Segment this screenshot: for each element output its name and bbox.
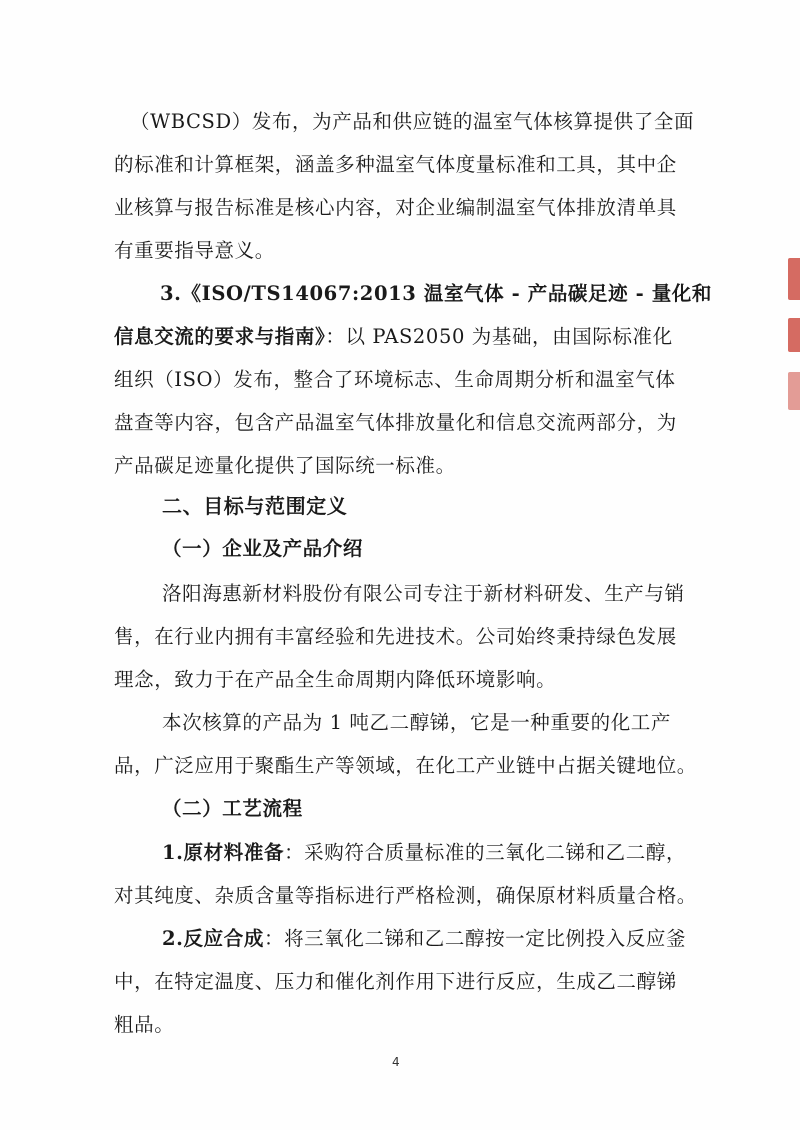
seal-edge-mark-1 (788, 258, 800, 300)
raw-material-desc-1: ：采购符合质量标准的三氧化二锑和乙二醇， (284, 841, 687, 864)
product-intro-line-1: 本次核算的产品为 1 吨乙二醇锑，它是一种重要的化工产 (162, 711, 672, 734)
page-number: 4 (392, 1055, 400, 1069)
iso-standard-line-4: 盘查等内容，包含产品温室气体排放量化和信息交流两部分，为 (114, 411, 677, 434)
subheading-process-flow: （二）工艺流程 (162, 797, 303, 820)
reaction-title: 2.反应合成 (162, 927, 264, 950)
reaction-line-3: 粗品。 (114, 1013, 175, 1036)
iso-standard-title-line-2: 信息交流的要求与指南》 (114, 325, 326, 348)
seal-edge-mark-2 (788, 318, 800, 352)
reaction-desc-1: ：将三氧化二锑和乙二醇按一定比例投入反应釜 (263, 927, 687, 950)
company-intro-line-2: 售，在行业内拥有丰富经验和先进技术。公司始终秉持绿色发展 (114, 625, 677, 648)
iso-standard-line-3: 组织（ISO）发布，整合了环境标志、生命周期分析和温室气体 (114, 368, 676, 391)
paragraph-wbcsd-line-3: 业核算与报告标准是核心内容，对企业编制温室气体排放清单具 (114, 196, 677, 219)
iso-standard-title-line-1: 3.《ISO/TS14067:2013 温室气体 - 产品碳足迹 - 量化和 (160, 282, 713, 305)
raw-material-title: 1.原材料准备 (162, 841, 285, 864)
seal-edge-mark-3 (788, 372, 800, 410)
paragraph-wbcsd-line-4: 有重要指导意义。 (114, 239, 275, 262)
product-intro-line-2: 品，广泛应用于聚酯生产等领域，在化工产业链中占据关键地位。 (114, 754, 697, 777)
iso-standard-line-2 (114, 317, 673, 357)
raw-material-line-2: 对其纯度、杂质含量等指标进行严格检测，确保原材料质量合格。 (114, 884, 697, 907)
reaction-line-2: 中，在特定温度、压力和催化剂作用下进行反应，生成乙二醇锑 (114, 970, 677, 993)
iso-standard-line-5: 产品碳足迹量化提供了国际统一标准。 (114, 454, 456, 477)
raw-material-line-1 (162, 833, 686, 873)
paragraph-wbcsd-line-1: （WBCSD）发布，为产品和供应链的温室气体核算提供了全面 (130, 110, 695, 133)
section-heading-goal-scope: 二、目标与范围定义 (162, 494, 348, 518)
paragraph-wbcsd-line-2: 的标准和计算框架，涵盖多种温室气体度量标准和工具，其中企 (114, 153, 677, 176)
company-intro-line-1: 洛阳海惠新材料股份有限公司专注于新材料研发、生产与销 (162, 582, 685, 605)
company-intro-line-3: 理念，致力于在产品全生命周期内降低环境影响。 (114, 668, 557, 691)
reaction-line-1 (162, 919, 686, 959)
iso-standard-desc-line-2: ：以 PAS2050 为基础，由国际标准化 (325, 325, 673, 348)
subheading-company-product: （一）企业及产品介绍 (162, 537, 364, 560)
